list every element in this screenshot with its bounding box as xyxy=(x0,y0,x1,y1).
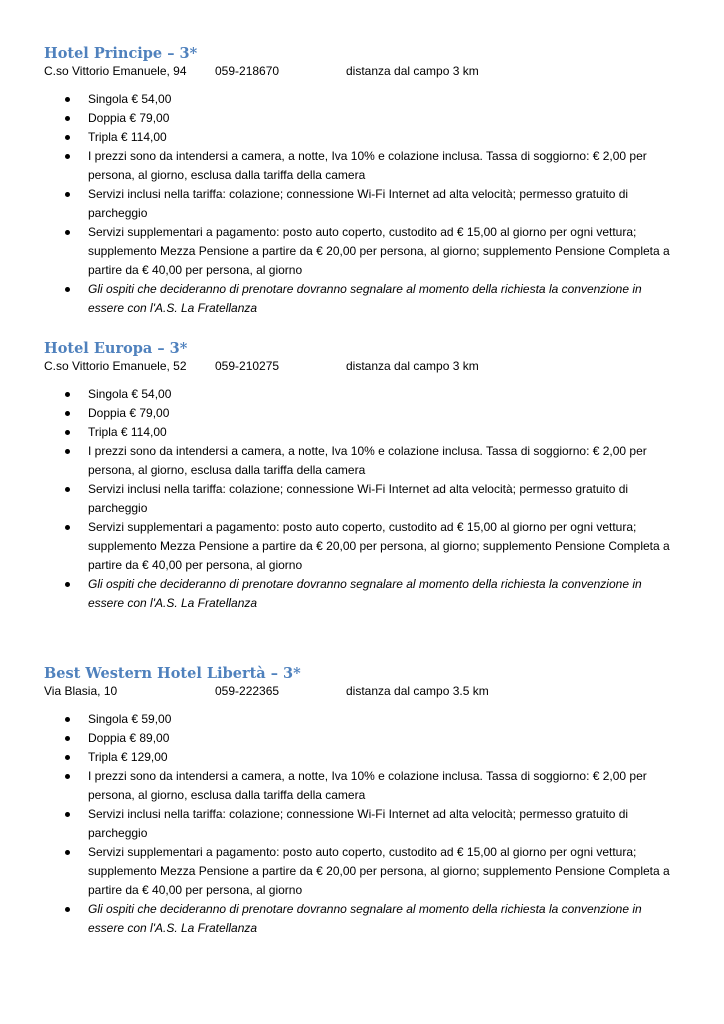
bullet-icon xyxy=(65,736,70,741)
hotel-details-list xyxy=(44,385,694,613)
list-item-tripla xyxy=(44,748,694,767)
bullet-icon xyxy=(65,392,70,397)
list-item-included xyxy=(44,480,694,518)
price-singola: Singola € 54,00 xyxy=(88,92,172,106)
included-line: parcheggio xyxy=(88,206,148,220)
bullet-icon xyxy=(65,582,70,587)
bullet-icon xyxy=(65,774,70,779)
list-item-doppia xyxy=(44,404,694,423)
price-doppia: Doppia € 79,00 xyxy=(88,406,170,420)
bullet-icon xyxy=(65,525,70,530)
hotel-info-row xyxy=(44,358,694,374)
hotel-title: Hotel Principe – 3* xyxy=(44,45,198,62)
hotel-address: C.so Vittorio Emanuele, 52 xyxy=(44,359,187,373)
price-doppia: Doppia € 79,00 xyxy=(88,111,170,125)
hotel-distance: distanza dal campo 3.5 km xyxy=(346,684,489,698)
included-line: parcheggio xyxy=(88,501,148,515)
guests-note-line: essere con l'A.S. La Fratellanza xyxy=(88,921,258,935)
extra-line: Servizi supplementari a pagamento: posto auto coperto, custodito ad € 15,00 al giorno per ogni vettura; xyxy=(88,225,637,239)
extra-line: supplemento Mezza Pensione a partire da € 20,00 per persona, al giorno; supplemento Pensione Completa a xyxy=(88,244,670,258)
list-item-included xyxy=(44,185,694,223)
included-line: Servizi inclusi nella tariffa: colazione; connessione Wi-Fi Internet ad alta velocità; permesso gratuito di xyxy=(88,187,629,201)
hotel-title: Best Western Hotel Libertà – 3* xyxy=(44,665,301,682)
guests-note-line: essere con l'A.S. La Fratellanza xyxy=(88,301,258,315)
included-line: Servizi inclusi nella tariffa: colazione; connessione Wi-Fi Internet ad alta velocità; permesso gratuito di xyxy=(88,482,629,496)
prices-note-line: persona, al giorno, esclusa dalla tariffa della camera xyxy=(88,168,366,182)
hotel-address: C.so Vittorio Emanuele, 94 xyxy=(44,64,187,78)
list-item-extra xyxy=(44,223,694,280)
hotel-section-europa xyxy=(44,339,694,613)
extra-line: partire da € 40,00 per persona, al giorno xyxy=(88,558,303,572)
guests-note-line: Gli ospiti che decideranno di prenotare dovranno segnalare al momento della richiesta la convenzione in xyxy=(88,902,642,916)
bullet-icon xyxy=(65,430,70,435)
price-singola: Singola € 54,00 xyxy=(88,387,172,401)
hotel-address: Via Blasia, 10 xyxy=(44,684,118,698)
hotel-details-list xyxy=(44,710,694,938)
list-item-prices-note xyxy=(44,147,694,185)
bullet-icon xyxy=(65,192,70,197)
extra-line: partire da € 40,00 per persona, al giorno xyxy=(88,883,303,897)
list-item-guests-note xyxy=(44,280,694,318)
price-singola: Singola € 59,00 xyxy=(88,712,172,726)
bullet-icon xyxy=(65,287,70,292)
extra-line: supplemento Mezza Pensione a partire da € 20,00 per persona, al giorno; supplemento Pensione Completa a xyxy=(88,864,670,878)
hotel-distance: distanza dal campo 3 km xyxy=(346,359,479,373)
prices-note-line: persona, al giorno, esclusa dalla tariffa della camera xyxy=(88,463,366,477)
extra-line: supplemento Mezza Pensione a partire da € 20,00 per persona, al giorno; supplemento Pensione Completa a xyxy=(88,539,670,553)
list-item-doppia xyxy=(44,109,694,128)
included-line: parcheggio xyxy=(88,826,148,840)
list-item-tripla xyxy=(44,128,694,147)
price-tripla: Tripla € 114,00 xyxy=(88,130,167,144)
bullet-icon xyxy=(65,97,70,102)
prices-note-line: I prezzi sono da intendersi a camera, a notte, Iva 10% e colazione inclusa. Tassa di soggiorno: € 2,00 per xyxy=(88,769,647,783)
hotel-phone: 059-210275 xyxy=(215,359,280,373)
guests-note-line: Gli ospiti che decideranno di prenotare dovranno segnalare al momento della richiesta la convenzione in xyxy=(88,282,642,296)
list-item-singola xyxy=(44,385,694,404)
hotel-distance: distanza dal campo 3 km xyxy=(346,64,479,78)
extra-line: Servizi supplementari a pagamento: posto auto coperto, custodito ad € 15,00 al giorno per ogni vettura; xyxy=(88,845,637,859)
hotel-title: Hotel Europa – 3* xyxy=(44,340,188,357)
hotel-phone: 059-222365 xyxy=(215,684,280,698)
hotel-info-row xyxy=(44,63,694,79)
bullet-icon xyxy=(65,487,70,492)
list-item-tripla xyxy=(44,423,694,442)
extra-line: partire da € 40,00 per persona, al giorno xyxy=(88,263,303,277)
list-item-guests-note xyxy=(44,900,694,938)
list-item-singola xyxy=(44,710,694,729)
guests-note-line: Gli ospiti che decideranno di prenotare dovranno segnalare al momento della richiesta la convenzione in xyxy=(88,577,642,591)
price-tripla: Tripla € 114,00 xyxy=(88,425,167,439)
price-tripla: Tripla € 129,00 xyxy=(88,750,168,764)
bullet-icon xyxy=(65,755,70,760)
hotel-details-list xyxy=(44,90,694,318)
hotel-info-row xyxy=(44,683,694,699)
list-item-extra xyxy=(44,843,694,900)
hotel-phone: 059-218670 xyxy=(215,64,280,78)
hotel-section-liberta xyxy=(44,664,694,938)
prices-note-line: I prezzi sono da intendersi a camera, a notte, Iva 10% e colazione inclusa. Tassa di soggiorno: € 2,00 per xyxy=(88,444,647,458)
price-doppia: Doppia € 89,00 xyxy=(88,731,170,745)
hotel-section-principe xyxy=(44,44,694,318)
prices-note-line: I prezzi sono da intendersi a camera, a notte, Iva 10% e colazione inclusa. Tassa di soggiorno: € 2,00 per xyxy=(88,149,647,163)
bullet-icon xyxy=(65,717,70,722)
list-item-guests-note xyxy=(44,575,694,613)
bullet-icon xyxy=(65,154,70,159)
list-item-prices-note xyxy=(44,442,694,480)
guests-note-line: essere con l'A.S. La Fratellanza xyxy=(88,596,258,610)
bullet-icon xyxy=(65,411,70,416)
list-item-doppia xyxy=(44,729,694,748)
included-line: Servizi inclusi nella tariffa: colazione; connessione Wi-Fi Internet ad alta velocità; permesso gratuito di xyxy=(88,807,629,821)
bullet-icon xyxy=(65,230,70,235)
bullet-icon xyxy=(65,449,70,454)
prices-note-line: persona, al giorno, esclusa dalla tariffa della camera xyxy=(88,788,366,802)
bullet-icon xyxy=(65,812,70,817)
bullet-icon xyxy=(65,135,70,140)
bullet-icon xyxy=(65,116,70,121)
list-item-extra xyxy=(44,518,694,575)
list-item-included xyxy=(44,805,694,843)
extra-line: Servizi supplementari a pagamento: posto auto coperto, custodito ad € 15,00 al giorno per ogni vettura; xyxy=(88,520,637,534)
bullet-icon xyxy=(65,850,70,855)
list-item-prices-note xyxy=(44,767,694,805)
list-item-singola xyxy=(44,90,694,109)
bullet-icon xyxy=(65,907,70,912)
